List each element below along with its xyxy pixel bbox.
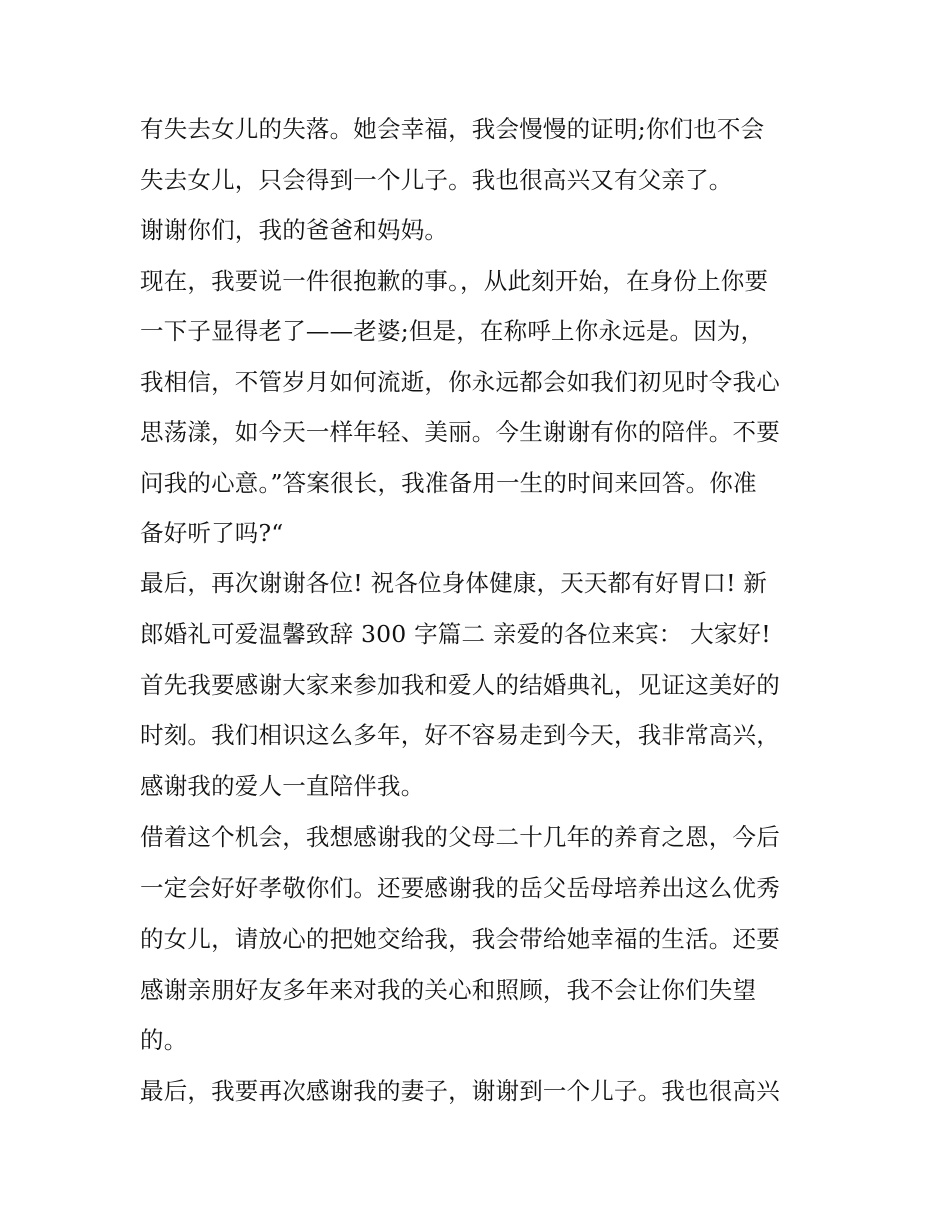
- text-line: 现在，我要说一件很抱歉的事。，从此刻开始，在身份上你要: [140, 267, 769, 295]
- text-line: 感谢我的爱人一直陪伴我。: [140, 772, 425, 800]
- text-line: 时刻。我们相识这么多年，好不容易走到今天，我非常高兴，: [140, 721, 780, 749]
- text-line: 感谢亲朋好友多年来对我的关心和照顾，我不会让你们失望: [140, 976, 757, 1004]
- text-line: 的。: [140, 1026, 188, 1054]
- text-line: 的女儿，请放心的把她交给我，我会带给她幸福的生活。还要: [140, 925, 780, 953]
- text-line: 有失去女儿的失落。她会幸福，我会慢慢的证明;你们也不会: [140, 115, 765, 143]
- text-line: 借着这个机会，我想感谢我的父母二十几年的养育之恩，今后: [140, 823, 780, 851]
- text-line: 最后，我要再次感谢我的妻子，谢谢到一个儿子。我也很高兴: [140, 1077, 780, 1105]
- text-line: 谢谢你们，我的爸爸和妈妈。: [140, 216, 449, 244]
- text-line: 问我的心意。”答案很长，我准备用一生的时间来回答。你准: [140, 469, 757, 497]
- text-line: 失去女儿，只会得到一个儿子。我也很高兴又有父亲了。: [140, 166, 733, 194]
- text-line: 思荡漾，如今天一样年轻、美丽。今生谢谢有你的陪伴。不要: [140, 418, 780, 446]
- text-line: 首先我要感谢大家来参加我和爱人的结婚典礼，见证这美好的: [140, 671, 780, 699]
- text-line: 我相信，不管岁月如何流逝，你永远都会如我们初见时令我心: [140, 368, 780, 396]
- text-line: 备好听了吗?“: [140, 519, 284, 547]
- text-line: 最后，再次谢谢各位! 祝各位身体健康，天天都有好胃口! 新: [140, 569, 768, 597]
- text-line: 郎婚礼可爱温馨致辞 300 字篇二 亲爱的各位来宾： 大家好!: [140, 620, 771, 648]
- text-line: 一定会好好孝敬你们。还要感谢我的岳父岳母培养出这么优秀: [140, 874, 780, 902]
- text-line: 一下子显得老了——老婆;但是，在称呼上你永远是。因为，: [140, 317, 765, 345]
